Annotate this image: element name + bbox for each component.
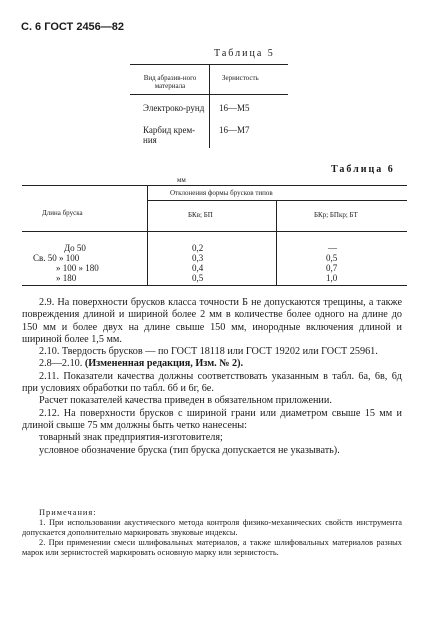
note-1: 1. При использовании акустического метода контроля физико-механических свойств инструмента допускается дополнительно маркировать звуковые индексы. <box>22 518 402 537</box>
marking-item-1: товарный знак предприятия-изготовителя; <box>39 432 223 444</box>
table-5-header-material: Вид абразив-ного материала <box>143 74 197 90</box>
notes-title: Примечания: <box>39 508 97 517</box>
table-6-row-length: » 100 » 180 <box>56 263 99 273</box>
paragraph-2-10: 2.10. Твердость брусков — по ГОСТ 18118 или ГОСТ 19202 или ГОСТ 25961. <box>39 346 378 358</box>
table-5-row-material: Электроко-рунд <box>143 103 205 113</box>
table-6-header-length: Длина бруска <box>42 209 83 217</box>
note-2: 2. При применении смеси шлифовальных материалов, а также шлифовальных материалов разных марок или зернистостей маркировать основную марку или зернистость. <box>22 538 402 557</box>
page-header: С. 6 ГОСТ 2456—82 <box>21 21 125 33</box>
table-5-row-grit: 16—М7 <box>219 125 250 135</box>
table-6-row-value: 0,2 <box>192 243 204 253</box>
table-6-group-rule <box>148 200 407 201</box>
table-5-header-grit: Зернистость <box>222 74 259 82</box>
table-6-header-col2: БКр; БПкр; БТ <box>314 211 358 219</box>
table-6-row-value: 0,4 <box>192 263 204 273</box>
table-5-row-grit: 16—М5 <box>219 103 250 113</box>
table-6-row-value: 0,5 <box>192 273 204 283</box>
table-5-column-divider <box>209 64 210 148</box>
table-6-row-length: » 180 <box>56 273 77 283</box>
paragraph-2-9: 2.9. На поверхности брусков класса точности Б не допускаются трещины, а также повреждения длиной и шириной более 2 мм в количестве более одного на длине до 150 мм и более двух на длине свыше 150 мм, инородные включения длиной и шириной более 1,5 мм. <box>22 297 402 345</box>
table-6-row-length: До 50 <box>64 243 86 253</box>
paragraph-2-12: 2.12. На поверхности брусков с шириной грани или диаметром свыше 15 мм и длиной свыше 75 мм должны быть четко нанесены: <box>22 407 402 431</box>
table-6-row-value: 0,5 <box>326 253 338 263</box>
amendment-prefix: 2.8—2.10. <box>39 358 85 370</box>
body-text <box>22 297 402 457</box>
table-5-row-material: Карбид крем-ния <box>143 125 196 145</box>
table-6-row-value: 1,0 <box>326 273 338 283</box>
table-6-bottom-rule <box>22 285 407 286</box>
table-6-top-rule <box>22 185 407 186</box>
marking-item-2: условное обозначение бруска (тип бруска допускается не указывать). <box>39 444 340 456</box>
table-6-row-value: 0,3 <box>192 253 204 263</box>
table-6-row-length: Св. 50 » 100 <box>33 253 80 263</box>
table-6-header-col1: БКв; БП <box>188 211 213 219</box>
table-6-row-value: 0,7 <box>326 263 338 273</box>
amendment-note <box>22 358 402 370</box>
table-6-row-value: — <box>328 243 337 253</box>
table-6-header-rule <box>22 231 407 232</box>
amendment-bold: (Измененная редакция, Изм. № 2). <box>84 358 244 370</box>
table-6-header-group: Отклонения формы брусков типов <box>170 189 273 197</box>
table-6-unit: мм <box>177 176 186 184</box>
paragraph-2-11: 2.11. Показатели качества должны соответствовать указанным в табл. 6а, 6в, 6д при условиях обработки по табл. 6б и 6г, 6е. <box>22 370 402 395</box>
paragraph-calc: Расчет показателей качества приведен в обязательном приложении. <box>39 395 332 407</box>
table-5-caption: Таблица 5 <box>214 48 275 59</box>
table-6-caption: Таблица 6 <box>331 164 395 175</box>
notes <box>22 508 402 558</box>
table-5-header-rule <box>130 94 288 95</box>
table-6-column-divider <box>276 201 277 285</box>
